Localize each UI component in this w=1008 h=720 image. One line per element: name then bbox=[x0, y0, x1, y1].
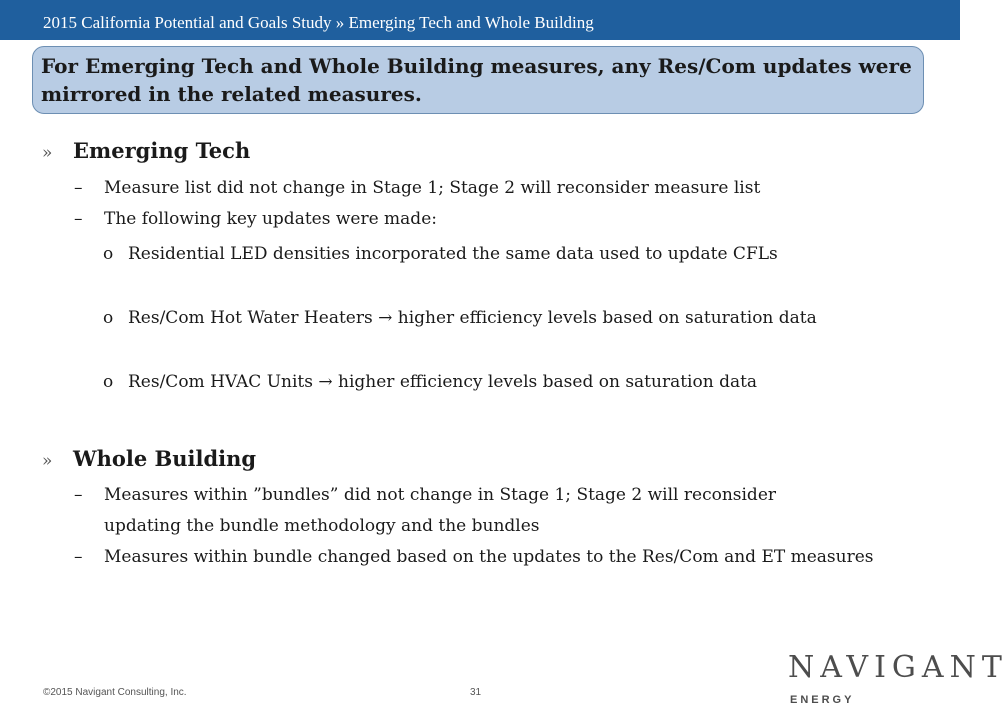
sub-list-item bbox=[103, 304, 833, 333]
list-item bbox=[74, 542, 914, 573]
level1-marker: » bbox=[42, 143, 53, 163]
level2-marker: – bbox=[74, 209, 83, 229]
breadcrumb: 2015 California Potential and Goals Study » Emerging Tech and Whole Building bbox=[43, 13, 594, 32]
level2-marker: – bbox=[74, 547, 83, 567]
list-item-text: Measures within ”bundles” did not change in Stage 1; Stage 2 will reconsider updating the bundle methodology and the bundles bbox=[104, 485, 777, 536]
logo-subtitle: ENERGY bbox=[790, 694, 855, 706]
sub-list-item-text: Residential LED densities incorporated the same data used to update CFLs bbox=[128, 244, 778, 264]
level3-marker: o bbox=[103, 372, 114, 392]
list-item-text: The following key updates were made: bbox=[104, 209, 437, 229]
list-item-text: Measure list did not change in Stage 1; Stage 2 will reconsider measure list bbox=[104, 178, 761, 198]
level2-marker: – bbox=[74, 485, 83, 505]
list-item bbox=[74, 173, 894, 204]
section-heading-text: Emerging Tech bbox=[73, 138, 251, 163]
level1-marker: » bbox=[42, 451, 53, 471]
footer-copyright: ©2015 Navigant Consulting, Inc. bbox=[43, 687, 187, 698]
list-item bbox=[74, 204, 894, 235]
key-message-callout bbox=[32, 46, 924, 114]
sub-list-item-text: Res/Com HVAC Units → higher efficiency levels based on saturation data bbox=[128, 372, 758, 392]
sub-list-item-text: Res/Com Hot Water Heaters → higher efficiency levels based on saturation data bbox=[128, 308, 817, 328]
list-item bbox=[74, 480, 854, 542]
level3-marker: o bbox=[103, 308, 114, 328]
level3-marker: o bbox=[103, 244, 114, 264]
callout-text: For Emerging Tech and Whole Building measures, any Res/Com updates were mirrored in the related measures. bbox=[41, 54, 912, 106]
section-heading-text: Whole Building bbox=[73, 446, 257, 471]
level2-marker: – bbox=[74, 178, 83, 198]
sub-list-item bbox=[103, 368, 933, 397]
section-heading-emerging-tech bbox=[42, 138, 250, 163]
logo-wordmark: NAVIGANT bbox=[788, 650, 1008, 685]
list-item-text: Measures within bundle changed based on the updates to the Res/Com and ET measures bbox=[104, 547, 874, 567]
sub-list-item bbox=[103, 240, 873, 269]
header-bar bbox=[0, 0, 960, 40]
page-number: 31 bbox=[470, 687, 482, 698]
section-heading-whole-building bbox=[42, 446, 256, 471]
navigant-logo bbox=[788, 650, 1008, 712]
